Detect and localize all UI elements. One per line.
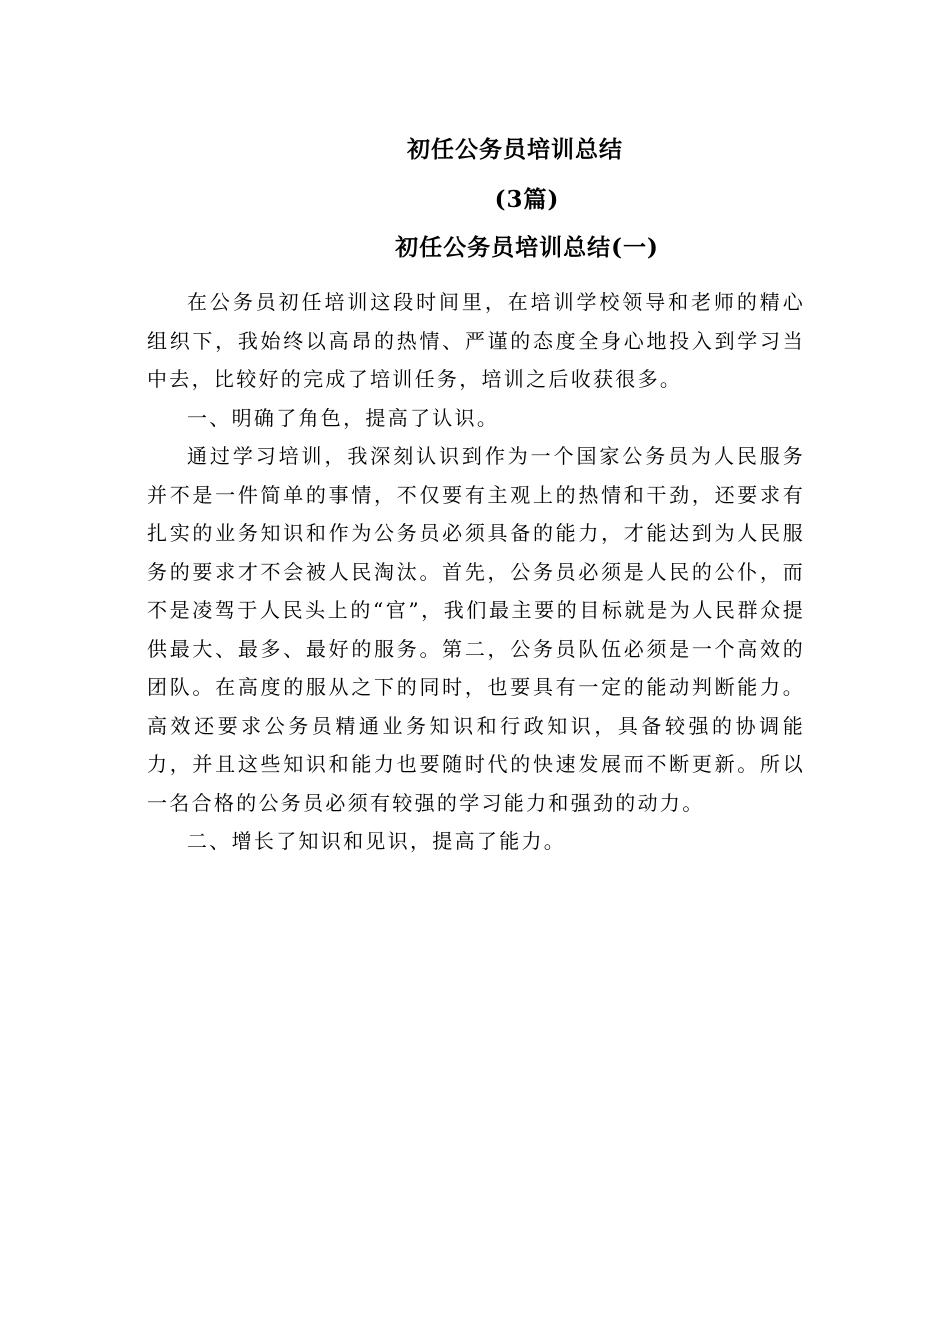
paragraph-heading-one: 一、明确了角色，提高了认识。 [187, 405, 500, 430]
section-title: 初任公务员培训总结(一) [395, 234, 659, 261]
document-body [147, 283, 805, 861]
paragraph-intro: 在公务员初任培训这段时间里，在培训学校领导和老师的精心组织下，我始终以高昂的热情、严谨的态度全身心地投入到学习当中去，比较好的完成了培训任务，培训之后收获很多。 [147, 290, 805, 391]
paragraph-training-insights: 通过学习培训，我深刻认识到作为一个国家公务员为人民服务并不是一件简单的事情，不仅要有主观上的热情和干劲，还要求有扎实的业务知识和作为公务员必须具备的能力，才能达到为人民服务的要求才不会被人民淘汰。首先，公务员必须是人民的公仆，而不是凌驾于人民头上的“官”，我们最主要的目标就是为人民群众提供最大、最多、最好的服务。第二，公务员队伍必须是一个高效的团队。在高度的服从之下的同时，也要具有一定的能动判断能力。高效还要求公务员精通业务知识和行政知识，具备较强的协调能力，并且这些知识和能力也要随时代的快速发展而不断更新。所以一名合格的公务员必须有较强的学习能力和强劲的动力。 [147, 444, 805, 815]
paragraph-heading-two: 二、增长了知识和见识，提高了能力。 [187, 829, 567, 853]
document-subtitle: (3篇) [494, 186, 560, 213]
document-title: 初任公务员培训总结 [407, 136, 623, 163]
